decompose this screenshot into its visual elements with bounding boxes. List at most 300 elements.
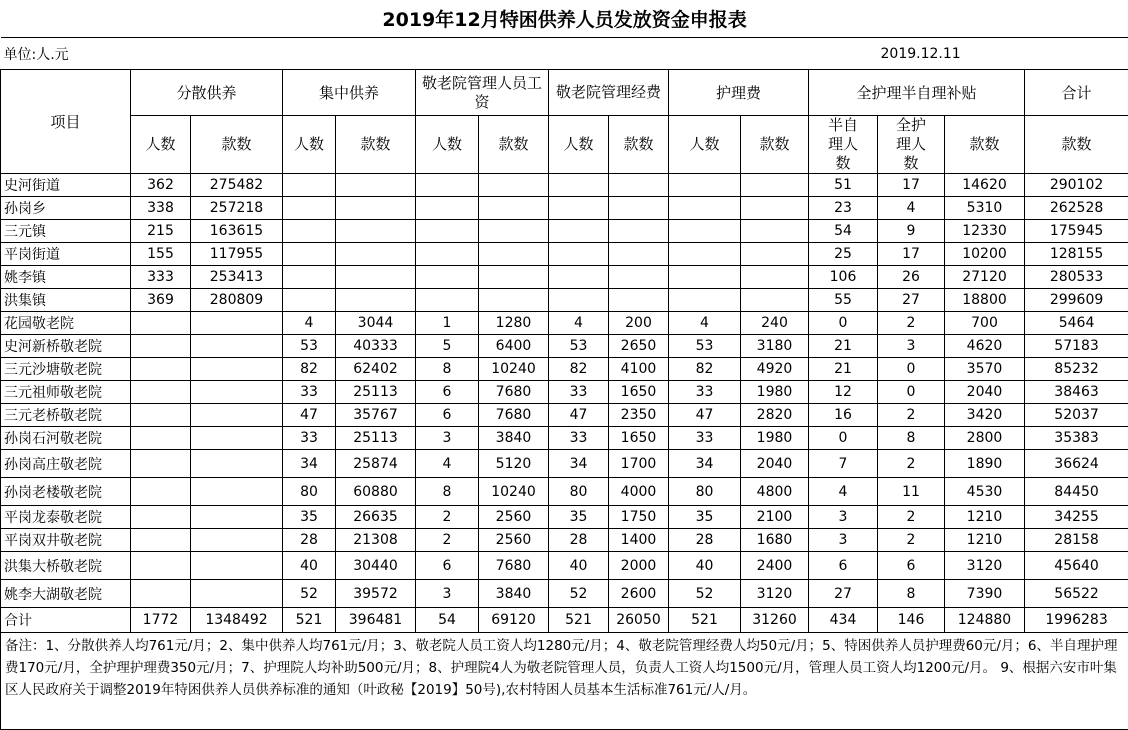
cell: 34255: [1025, 506, 1128, 529]
cell: 80: [549, 478, 609, 506]
table-row: [1, 404, 1128, 427]
cell: [669, 243, 741, 266]
cell: 12: [809, 381, 878, 404]
row-label: 平岗双井敬老院: [1, 529, 131, 552]
cell: 155: [131, 243, 191, 266]
cell: 21: [809, 335, 878, 358]
cell: 47: [549, 404, 609, 427]
cell: 54: [809, 220, 878, 243]
cell: 17: [878, 243, 945, 266]
cell: 106: [809, 266, 878, 289]
table-row: [1, 289, 1128, 312]
cell: 3420: [945, 404, 1025, 427]
row-label: 史河街道: [1, 174, 131, 197]
cell: 117955: [191, 243, 283, 266]
cell: 35: [283, 506, 336, 529]
cell: [741, 220, 809, 243]
cell: 3120: [945, 552, 1025, 580]
cell: 1348492: [191, 608, 283, 633]
cell: [336, 220, 416, 243]
cell: 0: [878, 381, 945, 404]
row-label: 姚李镇: [1, 266, 131, 289]
cell: [191, 506, 283, 529]
cell: 31260: [741, 608, 809, 633]
cell: 2650: [609, 335, 669, 358]
table-row: [1, 478, 1128, 506]
cell: 33: [669, 381, 741, 404]
subheader-5: 款数: [479, 116, 549, 174]
cell: 16: [809, 404, 878, 427]
cell: [549, 289, 609, 312]
cell: [191, 427, 283, 450]
cell: [549, 266, 609, 289]
cell: 33: [549, 427, 609, 450]
cell: 2100: [741, 506, 809, 529]
cell: 2400: [741, 552, 809, 580]
table-row: [1, 608, 1128, 633]
cell: 6400: [479, 335, 549, 358]
cell: 33: [669, 427, 741, 450]
row-label: 洪集镇: [1, 289, 131, 312]
cell: [283, 197, 336, 220]
cell: 7: [809, 450, 878, 478]
cell: [609, 220, 669, 243]
cell: 290102: [1025, 174, 1128, 197]
cell: 0: [809, 312, 878, 335]
cell: 4000: [609, 478, 669, 506]
cell: [283, 220, 336, 243]
cell: 5120: [479, 450, 549, 478]
header-staff-wages: 敬老院管理人员工资: [416, 70, 549, 116]
cell: 33: [283, 427, 336, 450]
cell: 2: [878, 450, 945, 478]
cell: 52: [549, 580, 609, 608]
cell: 10200: [945, 243, 1025, 266]
cell: 82: [549, 358, 609, 381]
cell: 1680: [741, 529, 809, 552]
cell: 1280: [479, 312, 549, 335]
cell: 26050: [609, 608, 669, 633]
subheader-11: 全护理人数: [878, 116, 945, 174]
cell: 521: [549, 608, 609, 633]
cell: 5464: [1025, 312, 1128, 335]
cell: 3180: [741, 335, 809, 358]
cell: 82: [669, 358, 741, 381]
cell: 7680: [479, 552, 549, 580]
notes: 备注：1、分散供养人均761元/月；2、集中供养人均761元/月；3、敬老院人员工资人均1280元/月；4、敬老院管理经费人均50元/月；5、特困供养人员护理费60元/月；6、半自理护理费170元/月，全护理护理费350元/月；7、护理院人均补助500元/月；8、护理院4人为敬老院管理人员，负责人工资人均1500元/月，管理人员工资人均1200元/月。 9、根据六安市叶集区人民政府关于调整2019年特困供养人员供养标准的通知（叶政秘【2019】50号),农村特困人员基本生活标准761元/人/月。: [1, 633, 1128, 730]
cell: [416, 174, 479, 197]
cell: 82: [283, 358, 336, 381]
cell: 80: [669, 478, 741, 506]
cell: 1650: [609, 427, 669, 450]
cell: [131, 478, 191, 506]
cell: [741, 243, 809, 266]
subheader-9: 款数: [741, 116, 809, 174]
cell: 28: [669, 529, 741, 552]
cell: 338: [131, 197, 191, 220]
row-label: 平岗街道: [1, 243, 131, 266]
cell: 1980: [741, 427, 809, 450]
row-label: 孙岗乡: [1, 197, 131, 220]
cell: 28158: [1025, 529, 1128, 552]
cell: [669, 266, 741, 289]
cell: [283, 243, 336, 266]
cell: 124880: [945, 608, 1025, 633]
cell: 34: [549, 450, 609, 478]
cell: 53: [549, 335, 609, 358]
table-row: [1, 427, 1128, 450]
cell: [131, 427, 191, 450]
cell: [131, 506, 191, 529]
cell: 3: [809, 529, 878, 552]
table-row: [1, 197, 1128, 220]
cell: [479, 266, 549, 289]
cell: 25113: [336, 427, 416, 450]
cell: [741, 197, 809, 220]
cell: 280809: [191, 289, 283, 312]
table-row: [1, 358, 1128, 381]
cell: 35383: [1025, 427, 1128, 450]
sheet-title: 2019年12月特困供养人员发放资金申报表: [1, 0, 1128, 38]
cell: 2: [878, 404, 945, 427]
cell: [416, 289, 479, 312]
cell: 6: [416, 404, 479, 427]
cell: 4100: [609, 358, 669, 381]
row-label: 姚李大湖敬老院: [1, 580, 131, 608]
cell: 3: [416, 580, 479, 608]
cell: 36624: [1025, 450, 1128, 478]
table-row: [1, 381, 1128, 404]
cell: 163615: [191, 220, 283, 243]
table-row: [1, 243, 1128, 266]
cell: 369: [131, 289, 191, 312]
cell: 69120: [479, 608, 549, 633]
table-row: [1, 220, 1128, 243]
subheader-7: 款数: [609, 116, 669, 174]
cell: 40333: [336, 335, 416, 358]
cell: 1: [416, 312, 479, 335]
cell: 18800: [945, 289, 1025, 312]
cell: 1400: [609, 529, 669, 552]
cell: [479, 174, 549, 197]
cell: 700: [945, 312, 1025, 335]
cell: 6: [878, 552, 945, 580]
cell: 35: [669, 506, 741, 529]
cell: 26: [878, 266, 945, 289]
cell: 4620: [945, 335, 1025, 358]
subheader-2: 人数: [283, 116, 336, 174]
cell: 7390: [945, 580, 1025, 608]
cell: 52: [283, 580, 336, 608]
table-row: [1, 506, 1128, 529]
cell: 7680: [479, 381, 549, 404]
cell: [336, 243, 416, 266]
cell: [191, 552, 283, 580]
cell: [609, 289, 669, 312]
cell: [283, 266, 336, 289]
cell: [191, 358, 283, 381]
cell: 2820: [741, 404, 809, 427]
cell: 62402: [336, 358, 416, 381]
cell: 262528: [1025, 197, 1128, 220]
cell: 128155: [1025, 243, 1128, 266]
cell: 1772: [131, 608, 191, 633]
row-label: 三元祖师敬老院: [1, 381, 131, 404]
cell: 8: [416, 478, 479, 506]
cell: [416, 243, 479, 266]
cell: 10240: [479, 358, 549, 381]
cell: [336, 289, 416, 312]
cell: 362: [131, 174, 191, 197]
cell: 253413: [191, 266, 283, 289]
cell: 1210: [945, 506, 1025, 529]
cell: [479, 220, 549, 243]
cell: [336, 197, 416, 220]
cell: 53: [283, 335, 336, 358]
cell: [131, 335, 191, 358]
cell: [191, 335, 283, 358]
cell: [191, 580, 283, 608]
table-row: [1, 529, 1128, 552]
header-management-fund: 敬老院管理经费: [549, 70, 669, 116]
cell: 23: [809, 197, 878, 220]
cell: [669, 220, 741, 243]
cell: 11: [878, 478, 945, 506]
table-row: [1, 552, 1128, 580]
cell: 25874: [336, 450, 416, 478]
cell: 52: [669, 580, 741, 608]
subheader-8: 人数: [669, 116, 741, 174]
row-label: 花园敬老院: [1, 312, 131, 335]
cell: [741, 266, 809, 289]
cell: [609, 243, 669, 266]
cell: 84450: [1025, 478, 1128, 506]
cell: [609, 174, 669, 197]
cell: [549, 243, 609, 266]
cell: [609, 197, 669, 220]
cell: 25: [809, 243, 878, 266]
subheader-13: 款数: [1025, 116, 1128, 174]
cell: 5: [416, 335, 479, 358]
cell: [479, 243, 549, 266]
cell: [479, 197, 549, 220]
cell: [131, 529, 191, 552]
cell: 2560: [479, 506, 549, 529]
cell: 28: [549, 529, 609, 552]
cell: [479, 289, 549, 312]
cell: 2: [878, 312, 945, 335]
header-care-subsidy: 全护理半自理补贴: [809, 70, 1025, 116]
row-label: 孙岗石河敬老院: [1, 427, 131, 450]
cell: 280533: [1025, 266, 1128, 289]
cell: 3044: [336, 312, 416, 335]
cell: 1980: [741, 381, 809, 404]
cell: 27120: [945, 266, 1025, 289]
cell: 30440: [336, 552, 416, 580]
cell: 0: [878, 358, 945, 381]
cell: 33: [283, 381, 336, 404]
cell: [741, 174, 809, 197]
row-label: 史河新桥敬老院: [1, 335, 131, 358]
cell: [669, 197, 741, 220]
cell: [283, 174, 336, 197]
cell: 2: [878, 529, 945, 552]
cell: 2: [416, 506, 479, 529]
cell: 14620: [945, 174, 1025, 197]
cell: [336, 174, 416, 197]
cell: [609, 266, 669, 289]
cell: 54: [416, 608, 479, 633]
cell: 4: [878, 197, 945, 220]
row-label: 孙岗高庄敬老院: [1, 450, 131, 478]
cell: [131, 552, 191, 580]
cell: 25113: [336, 381, 416, 404]
cell: 4530: [945, 478, 1025, 506]
cell: [741, 289, 809, 312]
cell: 2560: [479, 529, 549, 552]
cell: 60880: [336, 478, 416, 506]
cell: 10240: [479, 478, 549, 506]
cell: 21: [809, 358, 878, 381]
cell: 17: [878, 174, 945, 197]
cell: [131, 580, 191, 608]
cell: [191, 381, 283, 404]
subheader-10: 半自理人数: [809, 116, 878, 174]
table-row: [1, 312, 1128, 335]
row-label: 三元老桥敬老院: [1, 404, 131, 427]
header-total: 合计: [1025, 70, 1128, 116]
cell: [191, 529, 283, 552]
cell: 521: [283, 608, 336, 633]
cell: 4: [549, 312, 609, 335]
cell: 2040: [945, 381, 1025, 404]
cell: 333: [131, 266, 191, 289]
cell: 57183: [1025, 335, 1128, 358]
cell: 3120: [741, 580, 809, 608]
subheader-12: 款数: [945, 116, 1025, 174]
cell: 396481: [336, 608, 416, 633]
cell: 9: [878, 220, 945, 243]
cell: [191, 312, 283, 335]
cell: [669, 174, 741, 197]
cell: [336, 266, 416, 289]
cell: 1650: [609, 381, 669, 404]
cell: 35: [549, 506, 609, 529]
cell: 434: [809, 608, 878, 633]
cell: 1750: [609, 506, 669, 529]
cell: [131, 450, 191, 478]
cell: [283, 289, 336, 312]
cell: 175945: [1025, 220, 1128, 243]
cell: 2: [878, 506, 945, 529]
cell: 8: [416, 358, 479, 381]
cell: 2600: [609, 580, 669, 608]
cell: 2800: [945, 427, 1025, 450]
row-label: 孙岗老楼敬老院: [1, 478, 131, 506]
cell: 3: [878, 335, 945, 358]
cell: 6: [809, 552, 878, 580]
report-date: 2019.12.11: [878, 38, 1128, 70]
cell: 3: [416, 427, 479, 450]
cell: 52037: [1025, 404, 1128, 427]
cell: 299609: [1025, 289, 1128, 312]
cell: 3840: [479, 427, 549, 450]
table-row: [1, 266, 1128, 289]
cell: 4: [809, 478, 878, 506]
cell: 40: [549, 552, 609, 580]
cell: 34: [283, 450, 336, 478]
cell: 4800: [741, 478, 809, 506]
cell: 2040: [741, 450, 809, 478]
cell: 257218: [191, 197, 283, 220]
subheader-1: 款数: [191, 116, 283, 174]
subheader-3: 款数: [336, 116, 416, 174]
cell: 56522: [1025, 580, 1128, 608]
cell: 12330: [945, 220, 1025, 243]
cell: 6: [416, 552, 479, 580]
cell: 1700: [609, 450, 669, 478]
header-item: 项目: [1, 70, 131, 174]
cell: 5310: [945, 197, 1025, 220]
cell: [131, 358, 191, 381]
cell: [549, 197, 609, 220]
cell: 40: [669, 552, 741, 580]
cell: 40: [283, 552, 336, 580]
cell: 215: [131, 220, 191, 243]
row-label: 合计: [1, 608, 131, 633]
cell: 200: [609, 312, 669, 335]
cell: 3840: [479, 580, 549, 608]
cell: 3: [809, 506, 878, 529]
cell: 8: [878, 580, 945, 608]
cell: 45640: [1025, 552, 1128, 580]
cell: 4: [283, 312, 336, 335]
cell: [416, 220, 479, 243]
cell: 21308: [336, 529, 416, 552]
cell: [191, 404, 283, 427]
cell: 35767: [336, 404, 416, 427]
subheader-4: 人数: [416, 116, 479, 174]
cell: [669, 289, 741, 312]
table-row: [1, 335, 1128, 358]
cell: 27: [878, 289, 945, 312]
cell: 27: [809, 580, 878, 608]
cell: 53: [669, 335, 741, 358]
cell: 33: [549, 381, 609, 404]
cell: 26635: [336, 506, 416, 529]
cell: 39572: [336, 580, 416, 608]
cell: [191, 450, 283, 478]
cell: 4920: [741, 358, 809, 381]
cell: 2: [416, 529, 479, 552]
cell: [191, 478, 283, 506]
cell: [131, 312, 191, 335]
cell: 0: [809, 427, 878, 450]
cell: 1210: [945, 529, 1025, 552]
cell: 4: [416, 450, 479, 478]
cell: [549, 220, 609, 243]
cell: 47: [669, 404, 741, 427]
cell: [416, 197, 479, 220]
header-scattered: 分散供养: [131, 70, 283, 116]
cell: 1996283: [1025, 608, 1128, 633]
table-row: [1, 450, 1128, 478]
cell: 80: [283, 478, 336, 506]
row-label: 平岗龙泰敬老院: [1, 506, 131, 529]
cell: 1890: [945, 450, 1025, 478]
cell: 38463: [1025, 381, 1128, 404]
cell: 3570: [945, 358, 1025, 381]
